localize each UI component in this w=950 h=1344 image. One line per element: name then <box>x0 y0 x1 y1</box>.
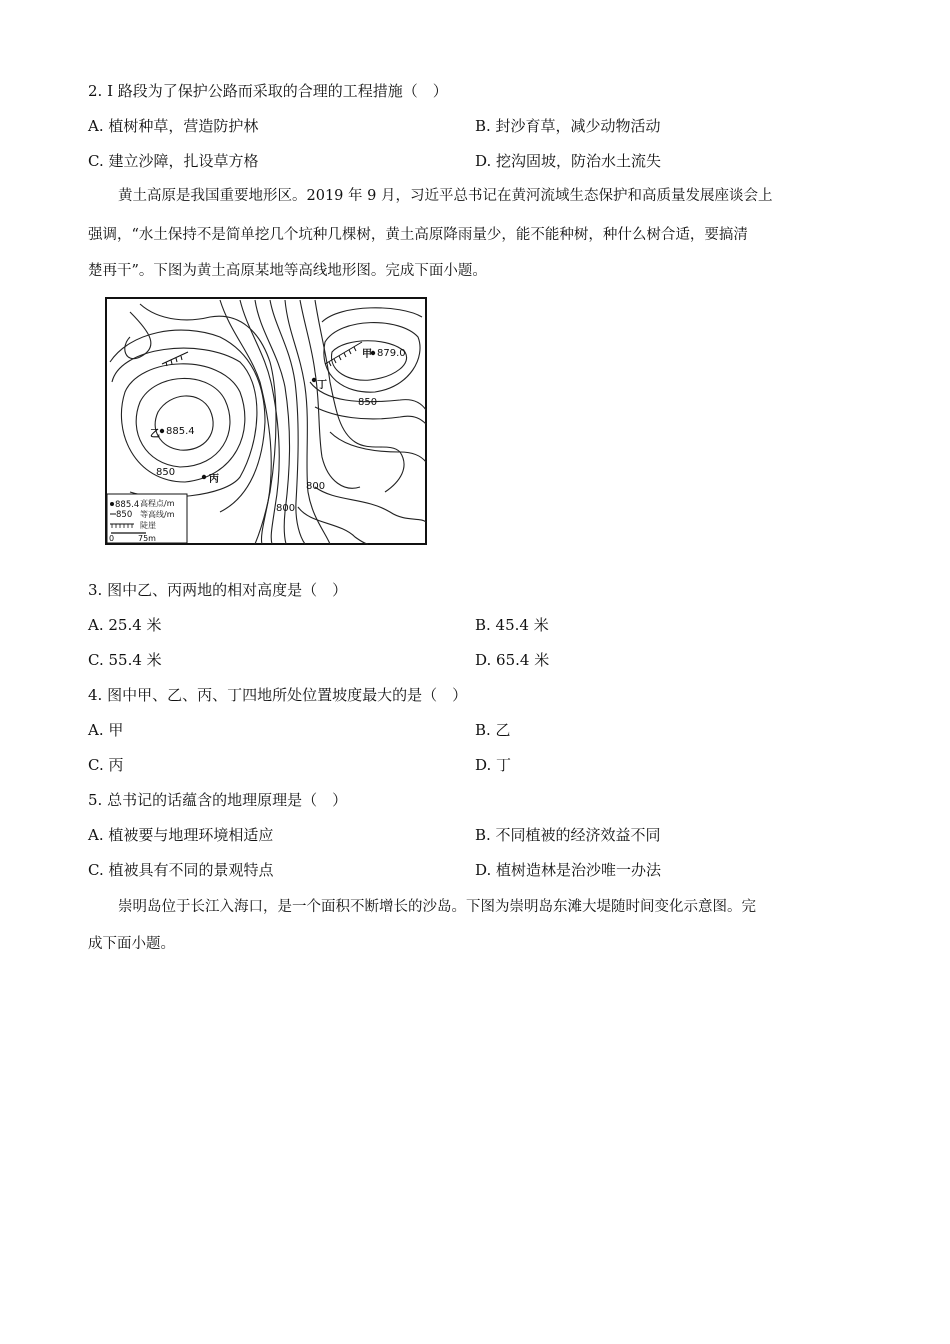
legend-cliff-label: 陡崖 <box>140 521 156 530</box>
point-bing-marker <box>202 475 206 479</box>
q4-stem: 4. 图中甲、乙、丙、丁四地所处位置坡度最大的是（ ） <box>88 686 468 704</box>
legend-contour-sample: 850 <box>116 510 133 520</box>
intro2-line-1: 崇明岛位于长江入海口，是一个面积不断增长的沙岛。下图为崇明岛东滩大堤随时间变化示意图。完 <box>118 899 756 915</box>
intro1-line-3: 楚再干”。下图为黄土高原某地等高线地形图。完成下面小题。 <box>88 263 487 279</box>
q4-option-a: A. 甲 <box>88 721 124 739</box>
q2-option-d: D. 挖沟固坡，防治水土流失 <box>475 152 662 170</box>
intro1-line-2: 强调，“水土保持不是简单挖几个坑种几棵树，黄土高原降雨量少，能不能种树，种什么树合适，要搞清 <box>88 227 748 243</box>
intro2-line-2: 成下面小题。 <box>88 936 175 952</box>
q4-option-b: B. 乙 <box>475 721 511 739</box>
label-ding: 丁 <box>317 380 327 391</box>
label-bing: 丙 <box>209 474 219 485</box>
q3-option-d: D. 65.4 米 <box>475 651 550 669</box>
label-jia-elev: 879.0 <box>377 348 406 359</box>
q5-option-c: C. 植被具有不同的景观特点 <box>88 861 274 879</box>
q5-option-b: B. 不同植被的经济效益不同 <box>475 826 661 844</box>
legend <box>107 494 187 543</box>
contour-label-850-right: 850 <box>358 397 378 408</box>
legend-elev-sample: 885.4 <box>115 500 140 510</box>
contour-label-800-right: 800 <box>306 481 326 492</box>
contour-map <box>100 292 432 550</box>
q3-option-a: A. 25.4 米 <box>88 616 162 634</box>
q3-option-b: B. 45.4 米 <box>475 616 549 634</box>
q2-option-b: B. 封沙育草，减少动物活动 <box>475 117 661 135</box>
q3-option-c: C. 55.4 米 <box>88 651 162 669</box>
q2-stem: 2. I 路段为了保护公路而采取的合理的工程措施（ ） <box>88 82 448 100</box>
contour-label-800-center: 800 <box>276 503 296 514</box>
legend-elev-label: 高程点/m <box>140 499 175 508</box>
q2-option-c: C. 建立沙障，扎设草方格 <box>88 152 259 170</box>
q5-stem: 5. 总书记的话蕴含的地理原理是（ ） <box>88 791 348 809</box>
q4-option-d: D. 丁 <box>475 756 512 774</box>
q5-option-d: D. 植树造林是治沙唯一办法 <box>475 861 662 879</box>
point-ding-marker <box>312 378 316 382</box>
q5-option-a: A. 植被要与地理环境相适应 <box>88 826 274 844</box>
q3-stem: 3. 图中乙、丙两地的相对高度是（ ） <box>88 581 348 599</box>
scale-zero: 0 <box>109 534 115 543</box>
q4-option-c: C. 丙 <box>88 756 124 774</box>
intro1-line-1: 黄土高原是我国重要地形区。2019 年 9 月，习近平总书记在黄河流域生态保护和高质量发展座谈会上 <box>118 188 773 204</box>
label-jia: 甲 <box>362 349 372 360</box>
scale-end: 75m <box>138 534 156 543</box>
label-yi: 乙 <box>150 429 160 440</box>
q2-option-a: A. 植树种草，营造防护林 <box>88 117 259 135</box>
legend-contour-label: 等高线/m <box>140 510 175 519</box>
contour-label-850-left: 850 <box>156 467 176 478</box>
point-yi-marker <box>160 429 164 433</box>
label-yi-elev: 885.4 <box>166 426 195 437</box>
